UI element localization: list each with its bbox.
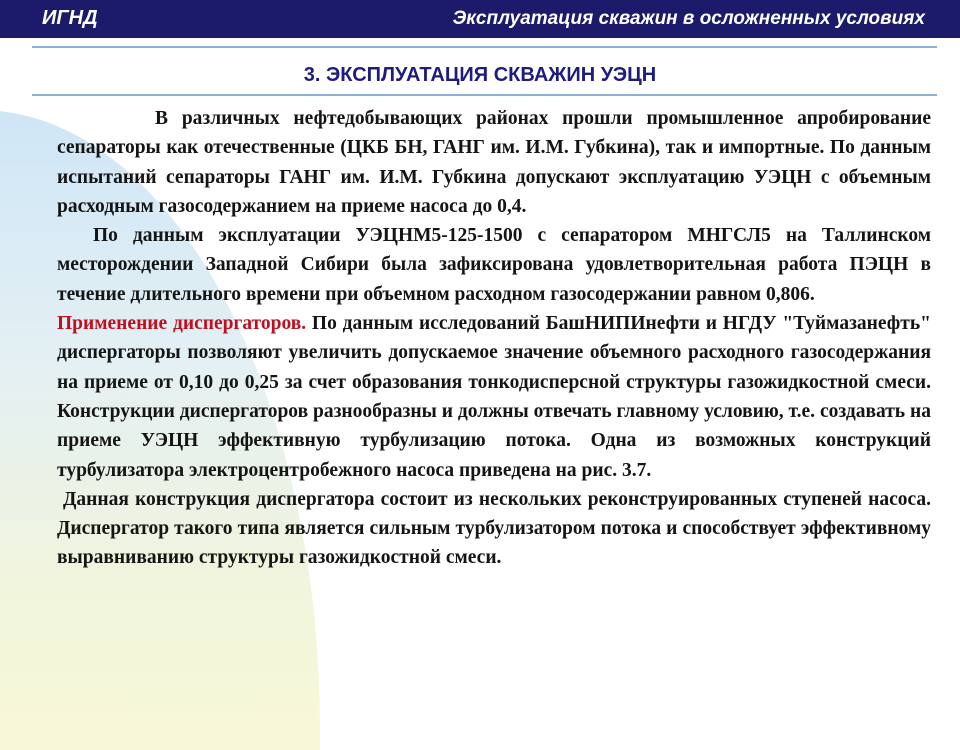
paragraph-construction: Данная конструкция диспергатора состоит из нескольких реконструированных ступеней насоса. Диспергатор такого типа является сильным турбулизатором потока и способствует эффективному выравниванию структуры газожидкостной смеси. <box>57 488 931 569</box>
brand-label: ИГНД <box>42 7 98 29</box>
paragraph-separators: В различных нефтедобывающих районах прошли промышленное апробирование сепараторы как отечественные (ЦКБ БН, ГАНГ им. И.М. Губкина), так и импортные. По данным испытаний сепараторы ГАНГ им. И.М. Губкина допускают эксплуатацию УЭЦН с объемным расходным газосодержанием на приеме насоса до 0,4. <box>57 108 931 217</box>
paragraph-dispersers-text: По данным исследований БашНИПИнефти и НГДУ "Туймазанефть" диспергаторы позволяют увеличить допускаемое значение объемного расходного газосодержания на приеме от 0,10 до 0,25 за счет образования тонкодисперсной структуры газожидкостной смеси. Конструкции диспергаторов разнообразны и должны отвечать главному условию, т.е. создавать на приеме УЭЦН эффективную турбулизацию потока. Одна из возможных конструкций турбулизатора электроцентробежного насоса приведена на рис. 3.7. <box>57 313 931 481</box>
header-bar <box>0 0 960 38</box>
paragraph-field-data: По данным эксплуатации УЭЦНМ5-125-1500 с сепаратором МНГСЛ5 на Таллинском месторождении Западной Сибири была зафиксирована удовлетворительная работа ПЭЦН в течение длительного времени при объемном расходном газосодержании равном 0,806. <box>57 225 931 305</box>
highlight-heading: Применение диспергаторов. <box>57 313 307 335</box>
slide-body <box>57 104 931 573</box>
section-title: 3. ЭКСПЛУАТАЦИЯ СКВАЖИН УЭЦН <box>303 64 657 86</box>
paragraph-dispersers <box>57 309 931 485</box>
course-title: Эксплуатация скважин в осложненных условиях <box>452 8 925 29</box>
divider-bottom <box>32 94 937 96</box>
divider-top <box>32 46 937 48</box>
